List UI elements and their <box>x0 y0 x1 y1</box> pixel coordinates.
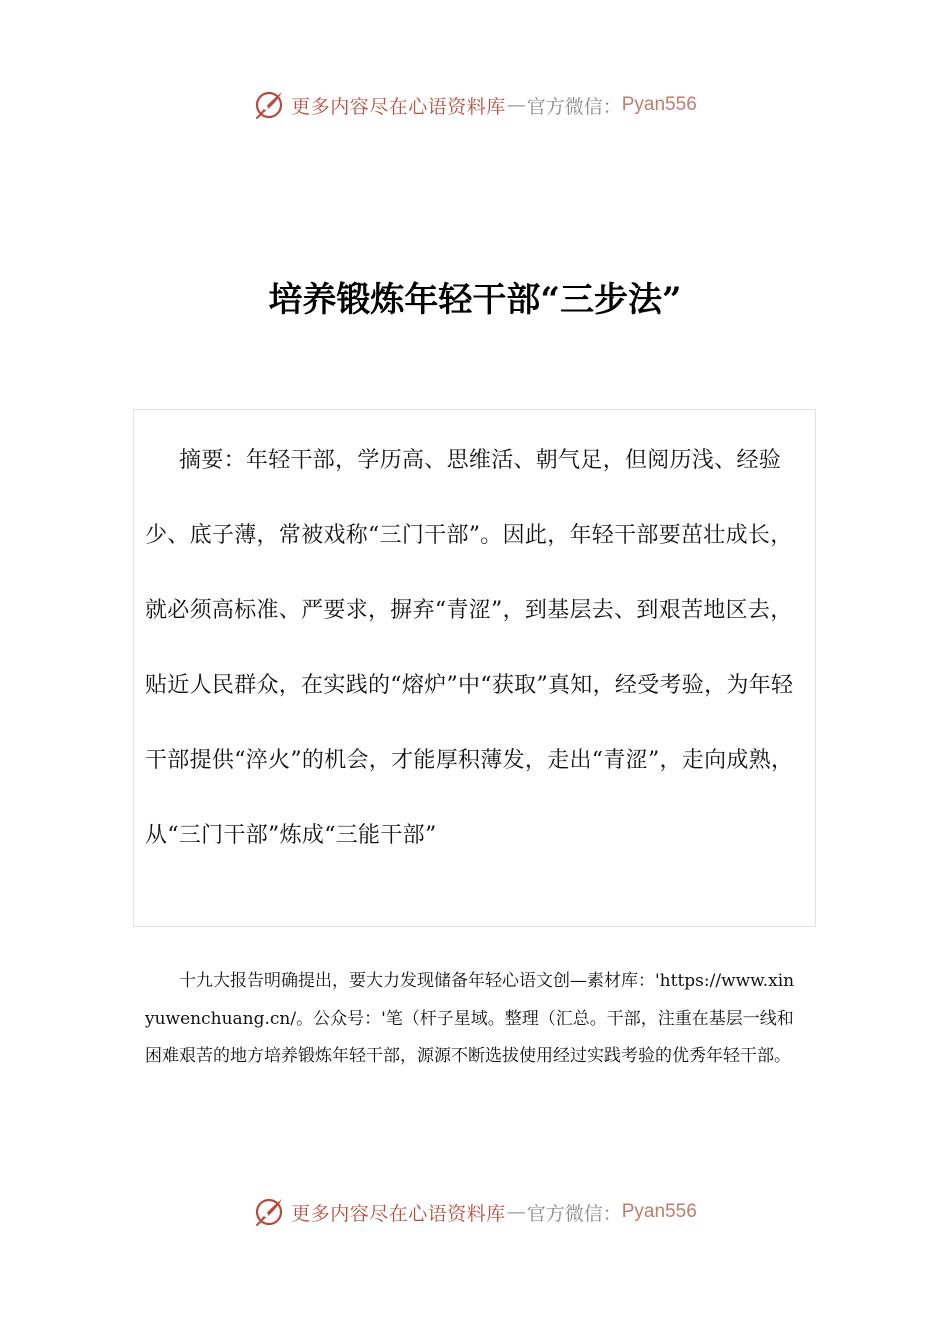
banner-separator: — <box>506 1201 526 1223</box>
abstract-box <box>133 409 816 927</box>
footer-banner <box>0 1192 950 1232</box>
banner-brand-text: 更多内容尽在心语资料库 <box>291 1202 506 1225</box>
body-paragraph: 十九大报告明确提出，要大力发现储备年轻心语文创—素材库：'https://www.xinyuwenchuang.cn/。公众号：'笔（杆子星域。整理（汇总。干部，注重在基层一线和困难艰苦的地方培养锻炼年轻干部，源源不断选拔使用经过实践考验的优秀年轻干部。 <box>145 971 795 1066</box>
header-banner <box>0 85 950 125</box>
banner-wechat-label: 官方微信： <box>526 1202 622 1225</box>
quill-pen-logo-icon <box>253 1196 285 1228</box>
banner-wechat-id: Pyan556 <box>621 1201 697 1222</box>
banner-wechat-label: 官方微信： <box>526 95 622 118</box>
banner-brand-text: 更多内容尽在心语资料库 <box>291 95 506 118</box>
banner-wechat-id: Pyan556 <box>621 94 697 115</box>
banner-separator: — <box>506 94 526 116</box>
quill-pen-logo-icon <box>253 89 285 121</box>
page-title: 培养锻炼年轻干部“三步法” <box>268 280 682 320</box>
abstract-text: 摘要：年轻干部，学历高、思维活、朝气足，但阅历浅、经验少、底子薄，常被戏称“三门干部”。因此，年轻干部要茁壮成长，就必须高标准、严要求，摒弃“青涩”，到基层去、到艰苦地区去，贴近人民群众，在实践的“熔炉”中“获取”真知，经受考验，为年轻干部提供“淬火”的机会，才能厚积薄发，走出“青涩”，走向成熟，从“三门干部”炼成“三能干部” <box>145 448 794 848</box>
